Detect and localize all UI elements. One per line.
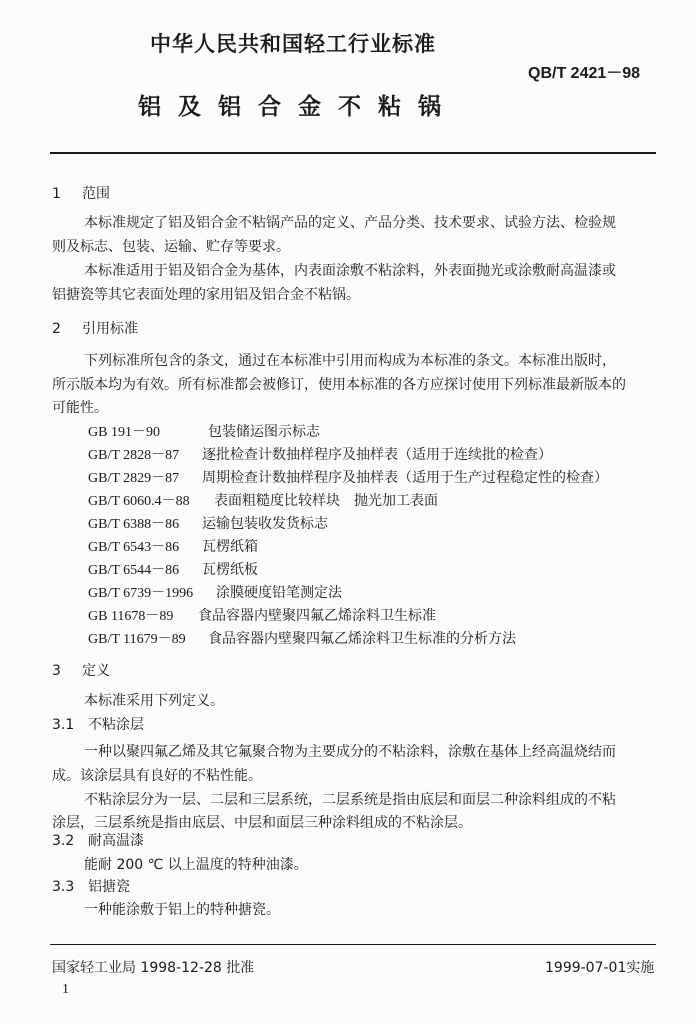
paragraph-line: 能耐 200 ℃ 以上温度的特种油漆。 — [84, 857, 308, 873]
section-heading-references — [52, 318, 138, 338]
subsection-number: 3.2 — [52, 833, 75, 849]
reference-item: GB/T 6544－86 瓦楞纸板 — [88, 562, 258, 578]
section-title: 定义 — [82, 663, 110, 679]
paragraph-line: 成。该涂层具有良好的不粘性能。 — [52, 768, 262, 784]
issuing-body-title: 中华人民共和国轻工行业标准 — [150, 32, 436, 56]
subsection-number: 3.3 — [52, 879, 75, 895]
paragraph-line: 本标准规定了铝及铝合金不粘锅产品的定义、产品分类、技术要求、试验方法、检验规 — [84, 215, 616, 231]
paragraph-line: 下列标准所包含的条文，通过在本标准中引用而构成为本标准的条文。本标准出版时， — [84, 353, 616, 369]
header-rule — [50, 152, 656, 154]
subsection-heading-heat-resistant-paint — [52, 830, 144, 850]
paragraph-line: 涂层，三层系统是指由底层、中层和面层三种涂料组成的不粘涂层。 — [52, 815, 472, 831]
footer-rule — [50, 944, 656, 945]
paragraph-line: 所示版本均为有效。所有标准都会被修订，使用本标准的各方应探讨使用下列标准最新版本的 — [52, 377, 626, 393]
section-heading-scope — [52, 183, 110, 203]
subsection-number: 3.1 — [52, 717, 75, 733]
subsection-title: 不粘涂层 — [88, 717, 144, 733]
reference-item: GB/T 6739－1996 涂膜硬度铅笔测定法 — [88, 585, 342, 601]
section-number: 2 — [52, 321, 61, 337]
paragraph-line: 不粘涂层分为一层、二层和三层系统，二层系统是指由底层和面层二种涂料组成的不粘 — [84, 792, 616, 808]
paragraph-line: 则及标志、包装、运输、贮存等要求。 — [52, 239, 290, 255]
reference-item: GB 191－90 包装储运图示标志 — [88, 424, 320, 440]
reference-item: GB 11678－89 食品容器内壁聚四氟乙烯涂料卫生标准 — [88, 608, 436, 624]
section-number: 1 — [52, 186, 61, 202]
subsection-title: 铝搪瓷 — [88, 879, 130, 895]
paragraph-line: 本标准采用下列定义。 — [84, 693, 224, 709]
reference-item: GB/T 11679－89 食品容器内壁聚四氟乙烯涂料卫生标准的分析方法 — [88, 631, 516, 647]
subsection-heading-nonstick-coating — [52, 714, 144, 734]
reference-item: GB/T 6060.4－88 表面粗糙度比较样块 抛光加工表面 — [88, 493, 438, 509]
reference-item: GB/T 2828－87 逐批检查计数抽样程序及抽样表（适用于连续批的检查） — [88, 447, 552, 463]
paragraph-line: 可能性。 — [52, 400, 108, 416]
reference-item: GB/T 2829－87 周期检查计数抽样程序及抽样表（适用于生产过程稳定性的检查） — [88, 470, 608, 486]
reference-item: GB/T 6543－86 瓦楞纸箱 — [88, 539, 258, 555]
standard-code: QB/T 2421－98 — [528, 65, 641, 82]
standard-title: 铝及铝合金不粘锅 — [138, 94, 458, 120]
section-title: 引用标准 — [82, 321, 138, 337]
approval-info: 国家轻工业局 1998-12-28 批准 — [52, 960, 255, 976]
section-number: 3 — [52, 663, 61, 679]
subsection-title: 耐高温漆 — [88, 833, 144, 849]
page-number: 1 — [62, 982, 69, 997]
section-title: 范围 — [82, 186, 110, 202]
paragraph-line: 本标准适用于铝及铝合金为基体，内表面涂敷不粘涂料，外表面抛光或涂敷耐高温漆或 — [84, 263, 616, 279]
paragraph-line: 铝搪瓷等其它表面处理的家用铝及铝合金不粘锅。 — [52, 287, 360, 303]
effective-date: 1999-07-01实施 — [545, 960, 655, 976]
reference-item: GB/T 6388－86 运输包装收发货标志 — [88, 516, 328, 532]
section-heading-definitions — [52, 660, 110, 680]
subsection-heading-aluminum-enamel — [52, 876, 130, 896]
paragraph-line: 一种以聚四氟乙烯及其它氟聚合物为主要成分的不粘涂料，涂敷在基体上经高温烧结而 — [84, 744, 616, 760]
paragraph-line: 一种能涂敷于铝上的特种搪瓷。 — [84, 902, 280, 918]
